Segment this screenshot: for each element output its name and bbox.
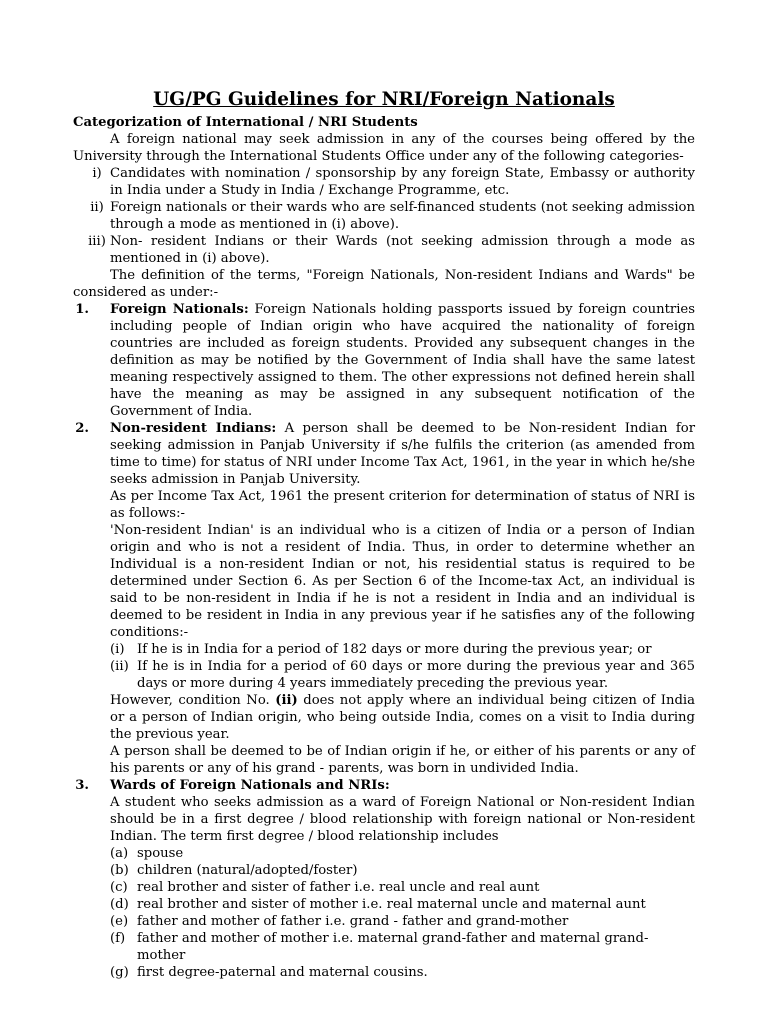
condition-text: If he is in India for a period of 60 days or more during the previous year and 365 days or more during 4 years immediately preceding the previous year. bbox=[137, 659, 695, 691]
relation-text: first degree-paternal and maternal cousins. bbox=[137, 965, 428, 980]
relation-item bbox=[110, 862, 695, 879]
condition-reference: (ii) bbox=[275, 693, 298, 708]
relation-letter: (c) bbox=[110, 880, 128, 895]
section-text: Foreign Nationals holding passports issued by foreign countries including people of Indian origin who have acquired the nationality of foreign countries are included as foreign students. Provided any subsequent changes in the definition as may be notified by the Government of India shall have the same latest meaning respectively assigned to them. The other expressions not defined herein shall have the meaning as may be assigned in any subsequent notification of the Government of India. bbox=[110, 302, 695, 419]
relation-letter: (g) bbox=[110, 965, 129, 980]
relation-letter: (b) bbox=[110, 863, 129, 878]
nri-definition-paragraph: 'Non-resident Indian' is an individual who is a citizen of India or a person of Indian origin and who is not a resident of India. Thus, in order to determine whether an Individual is a non-resident Indian or not, his residential status is required to be determined under Section 6. As per Section 6 of the Income-tax Act, an individual is said to be non-resident in India if he is not a resident in India and an individual is deemed to be resident in India in any previous year if he satisfies any of the following conditions:- bbox=[110, 523, 695, 640]
relation-letter: (a) bbox=[110, 846, 129, 861]
definition-section-nri bbox=[73, 420, 695, 777]
condition-number: (i) bbox=[110, 642, 125, 657]
category-number: iii) bbox=[88, 234, 106, 249]
section-number: 2. bbox=[75, 421, 89, 436]
relation-letter: (d) bbox=[110, 897, 129, 912]
nri-criterion-paragraph: As per Income Tax Act, 1961 the present criterion for determination of status of NRI is as follows:- bbox=[110, 489, 695, 521]
category-item bbox=[73, 233, 695, 267]
relation-item bbox=[110, 930, 695, 964]
category-item bbox=[73, 165, 695, 199]
wards-paragraph: A student who seeks admission as a ward of Foreign National or Non-resident Indian should be in a first degree / blood relationship with foreign national or Non-resident Indian. The term first degree / blood relationship includes bbox=[110, 795, 695, 844]
page-title: UG/PG Guidelines for NRI/Foreign Nationals bbox=[153, 89, 615, 110]
condition-text: If he is in India for a period of 182 days or more during the previous year; or bbox=[137, 642, 652, 657]
relation-letter: (e) bbox=[110, 914, 129, 929]
category-number: i) bbox=[92, 166, 102, 181]
relation-item bbox=[110, 879, 695, 896]
relation-text: real brother and sister of father i.e. real uncle and real aunt bbox=[137, 880, 540, 895]
relation-letter: (f) bbox=[110, 931, 126, 946]
indian-origin-paragraph: A person shall be deemed to be of Indian origin if he, or either of his parents or any of his parents or any of his grand - parents, was born in undivided India. bbox=[110, 744, 695, 776]
category-text: Non- resident Indians or their Wards (not seeking admission through a mode as mentioned in (i) above). bbox=[110, 234, 695, 266]
definition-section-wards bbox=[73, 777, 695, 981]
category-text: Candidates with nomination / sponsorship by any foreign State, Embassy or authority in India under a Study in India / Exchange Programme, etc. bbox=[110, 166, 695, 198]
relation-item bbox=[110, 896, 695, 913]
category-number: ii) bbox=[90, 200, 104, 215]
relation-text: children (natural/adopted/foster) bbox=[137, 863, 358, 878]
however-paragraph bbox=[110, 692, 695, 743]
condition-item bbox=[110, 658, 695, 692]
however-text: However, condition No. bbox=[110, 693, 276, 708]
however-text-rest: does not apply where an individual being citizen of India or a person of Indian origin, who being outside India, comes on a visit to India during the previous year. bbox=[110, 693, 695, 742]
relation-text: father and mother of father i.e. grand - father and grand-mother bbox=[137, 914, 569, 929]
category-text: Foreign nationals or their wards who are self-financed students (not seeking admission through a mode as mentioned in (i) above). bbox=[110, 200, 695, 232]
section-number: 1. bbox=[75, 302, 89, 317]
condition-item bbox=[110, 641, 695, 658]
relation-item bbox=[110, 913, 695, 930]
section-heading: Categorization of International / NRI Students bbox=[73, 115, 418, 130]
relation-text: spouse bbox=[137, 846, 184, 861]
definition-section-foreign-nationals bbox=[73, 301, 695, 420]
section-text: A person shall be deemed to be Non-resident Indian for seeking admission in Panjab University if s/he fulfils the criterion (as amended from time to time) for status of NRI under Income Tax Act, 1961, in the year in which he/she seeks admission in Panjab University. bbox=[110, 421, 696, 487]
definition-intro: The definition of the terms, "Foreign Nationals, Non-resident Indians and Wards" be considered as under:- bbox=[73, 268, 695, 300]
section-term: Wards of Foreign Nationals and NRIs: bbox=[110, 778, 390, 793]
intro-paragraph: A foreign national may seek admission in any of the courses being offered by the University through the International Students Office under any of the following categories- bbox=[73, 132, 695, 164]
condition-number: (ii) bbox=[110, 659, 129, 674]
section-term: Non-resident Indians: bbox=[110, 421, 277, 436]
relation-text: father and mother of mother i.e. maternal grand-father and maternal grand-mother bbox=[137, 931, 649, 963]
relation-item bbox=[110, 845, 695, 862]
relation-item bbox=[110, 964, 695, 981]
section-number: 3. bbox=[75, 778, 89, 793]
category-item bbox=[73, 199, 695, 233]
relation-text: real brother and sister of mother i.e. real maternal uncle and maternal aunt bbox=[137, 897, 646, 912]
document-body bbox=[73, 114, 695, 981]
section-term: Foreign Nationals: bbox=[110, 302, 249, 317]
